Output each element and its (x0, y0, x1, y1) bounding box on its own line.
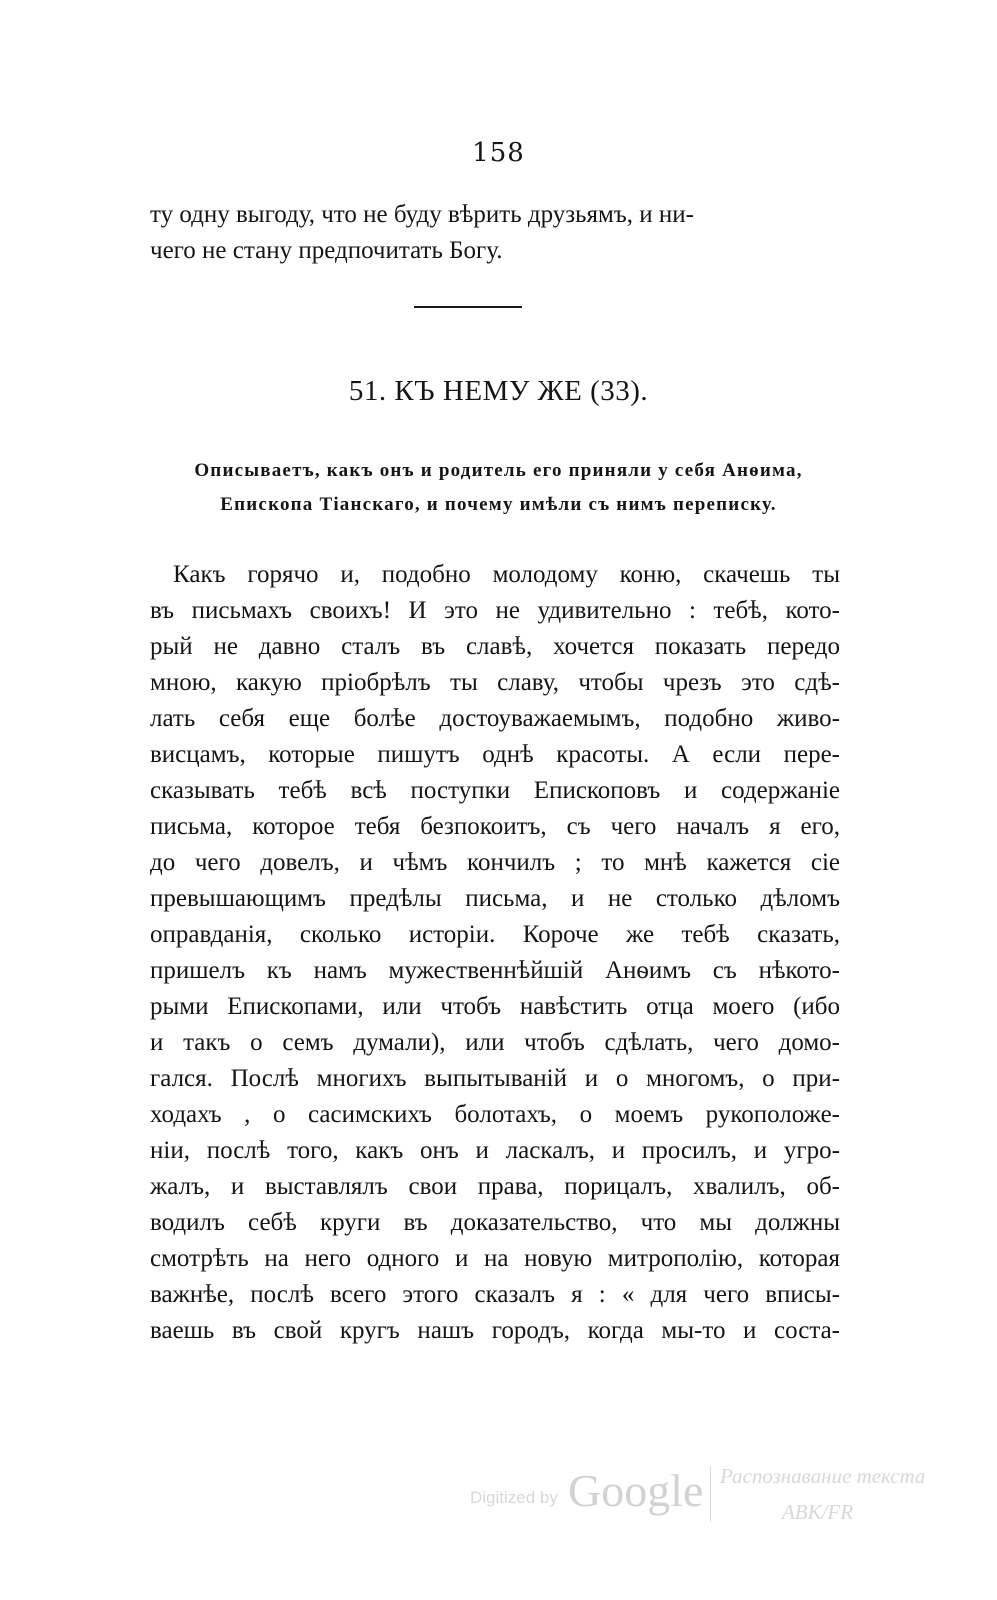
body-line: рыми Епископами, или чтобъ навѣстить отца моего (ибо (150, 993, 840, 1020)
body-line: висцамъ, которые пишутъ однѣ красоты. А если пере- (150, 741, 840, 768)
body-line: смотрѣть на него одного и на новую митрополію, которая (150, 1245, 840, 1272)
continuation-line: ту одну выгоду, что не буду вѣрить друзьямъ, и ни- (150, 201, 694, 228)
letter-summary-line: Описываетъ, какъ онъ и родитель его приняли у себя Анѳима, (194, 460, 803, 481)
watermark-separator (710, 1466, 711, 1522)
section-divider (414, 306, 522, 308)
watermark-digitized-by: Digitized by (470, 1488, 558, 1507)
body-line: жалъ, и выставлялъ свои права, порицалъ, хвалилъ, об- (150, 1173, 840, 1200)
watermark-google-logo: Google (568, 1465, 704, 1516)
body-line: водилъ себѣ круги въ доказательство, что мы должны (150, 1209, 840, 1236)
watermark-credit: АВК/FR (782, 1500, 854, 1524)
continuation-line: чего не стану предпочитать Богу. (150, 237, 503, 264)
body-line: пришелъ къ намъ мужественнѣйшій Анѳимъ съ нѣкото- (150, 957, 840, 984)
body-line: рый не давно сталъ въ славѣ, хочется показать передо (150, 633, 840, 660)
watermark-recognition: Распознавание текста (720, 1464, 926, 1488)
body-line: письма, которое тебя безпокоитъ, съ чего началъ я его, (150, 813, 840, 840)
letter-heading: 51. КЪ НЕМУ ЖЕ (33). (348, 375, 649, 407)
body-line: важнѣе, послѣ всего этого сказалъ я : « для чего вписы- (150, 1281, 840, 1308)
body-line: гался. Послѣ многихъ выпытываній и о многомъ, о при- (150, 1065, 840, 1092)
body-line: оправданія, сколько исторіи. Короче же тебѣ сказать, (150, 921, 840, 948)
body-line: ваешь въ свой кругъ нашъ городъ, когда мы-то и соста- (150, 1317, 840, 1344)
body-line: ніи, послѣ того, какъ онъ и ласкалъ, и просилъ, и угро- (150, 1137, 840, 1164)
page-number: 158 (472, 138, 525, 168)
body-line: до чего довелъ, и чѣмъ кончилъ ; то мнѣ кажется сіе (150, 849, 840, 876)
body-line: ходахъ , о сасимскихъ болотахъ, о моемъ рукоположе- (150, 1101, 840, 1128)
body-line: сказывать тебѣ всѣ поступки Епископовъ и содержаніе (150, 777, 840, 804)
body-line: Какъ горячо и, подобно молодому коню, скачешь ты (173, 561, 840, 588)
letter-summary-line: Епископа Тіанскаго, и почему имѣли съ нимъ переписку. (220, 494, 777, 515)
body-line: превышающимъ предѣлы письма, и не столько дѣломъ (150, 885, 840, 912)
body-line: въ письмахъ своихъ! И это не удивительно : тебѣ, кото- (150, 597, 840, 624)
body-line: лать себя еще болѣе достоуважаемымъ, подобно живо- (150, 705, 840, 732)
body-line: мною, какую пріобрѣлъ ты славу, чтобы чрезъ это сдѣ- (150, 669, 840, 696)
body-line: и такъ о семъ думали), или чтобъ сдѣлать, чего домо- (150, 1029, 840, 1056)
